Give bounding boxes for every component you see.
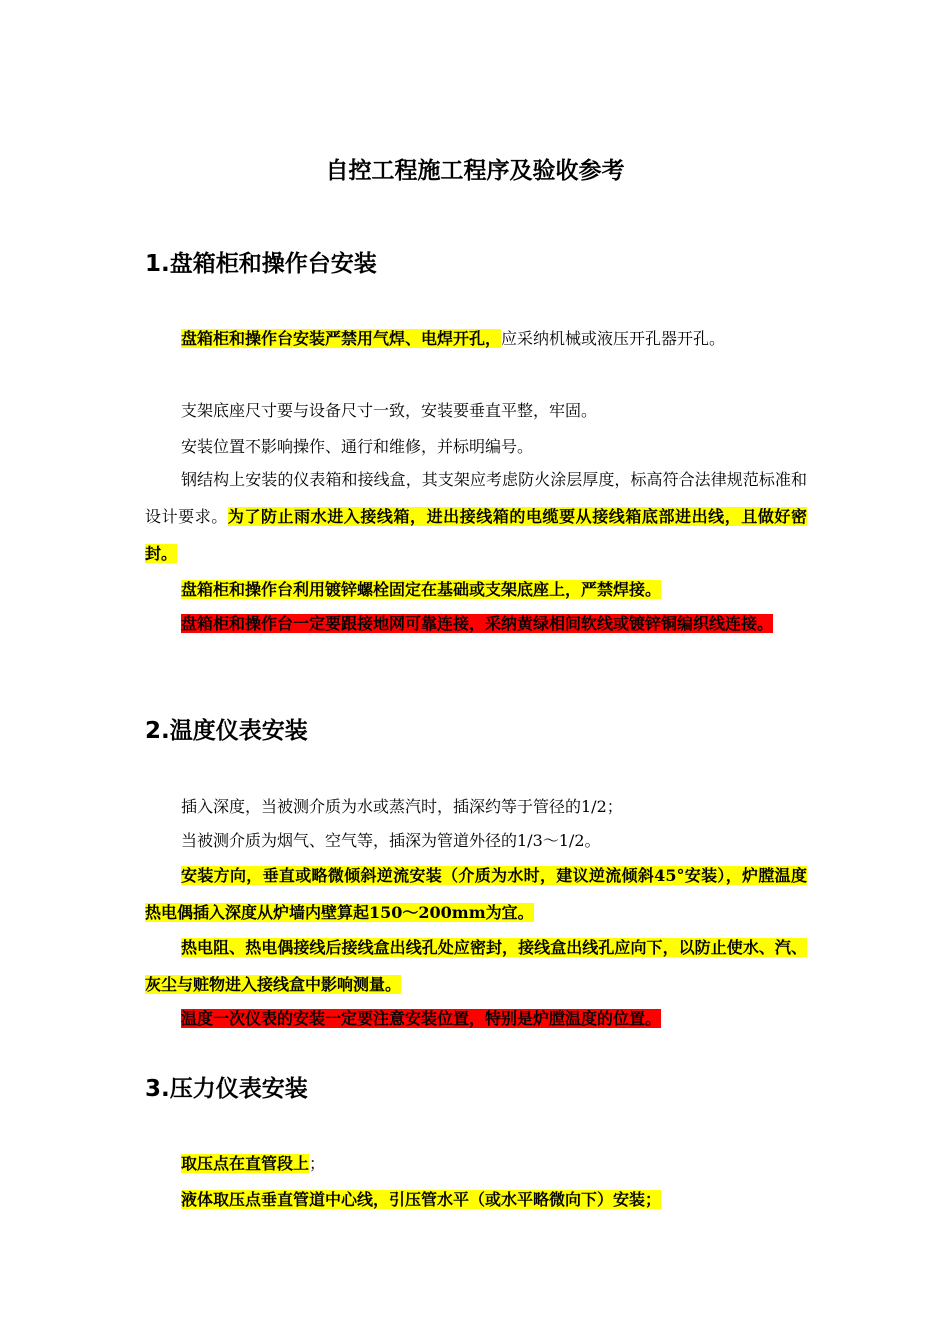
section-1-paragraph-6 [145, 605, 807, 642]
section-2-paragraph-3 [145, 857, 807, 931]
section-1-heading: 1.盘箱柜和操作台安装 [145, 251, 377, 277]
section-2-paragraph-2: 当被测介质为烟气、空气等，插深为管道外径的1/3～1/2。 [181, 831, 601, 850]
paragraph-text: 钢结构上安装的仪表箱和接线盒，其支架应考虑防火涂层厚度，标高符合法律规范标准和设计要求。 [145, 470, 807, 526]
paragraph-text: ； [309, 1154, 326, 1173]
highlighted-text: 盘箱柜和操作台利用镀锌螺栓固定在基础或支架底座上，严禁焊接。 [181, 580, 662, 599]
document-title: 自控工程施工程序及验收参考 [325, 158, 625, 184]
section-2-paragraph-1: 插入深度，当被测介质为水或蒸汽时，插深约等于管径的1/2； [181, 797, 623, 816]
highlighted-text: 安装方向，垂直或略微倾斜逆流安装（介质为水时，建议逆流倾斜45°安装），炉膛温度热电偶插入深度从炉墙内壁算起150～200mm为宜。 [145, 866, 807, 922]
section-1-paragraph-5 [145, 571, 807, 608]
red-highlighted-text: 盘箱柜和操作台一定要跟接地网可靠连接，采纳黄绿相间软线或镀锌铜编织线连接。 [181, 614, 774, 633]
highlighted-text: 取压点在直管段上 [181, 1154, 310, 1173]
section-3-paragraph-1 [145, 1145, 807, 1182]
highlighted-text: 液体取压点垂直管道中心线，引压管水平（或水平略微向下）安装； [181, 1190, 662, 1209]
section-2-paragraph-5 [145, 1000, 807, 1037]
highlighted-text: 为了防止雨水进入接线箱，进出接线箱的电缆要从接线箱底部进出线，且做好密封。 [145, 507, 807, 563]
highlighted-text: 盘箱柜和操作台安装严禁用气焊、电焊开孔， [181, 329, 502, 348]
section-1-paragraph-3: 安装位置不影响操作、通行和维修，并标明编号。 [181, 437, 534, 456]
section-2-paragraph-4 [145, 929, 807, 1003]
section-3-heading: 3.压力仪表安装 [145, 1076, 308, 1102]
section-3-paragraph-2 [145, 1181, 807, 1218]
paragraph-text: 应采纳机械或液压开孔器开孔。 [501, 329, 726, 348]
section-1-paragraph-4 [145, 461, 807, 572]
section-1-paragraph-1 [145, 320, 807, 357]
section-2-heading: 2.温度仪表安装 [145, 718, 308, 744]
section-1-paragraph-2: 支架底座尺寸要与设备尺寸一致，安装要垂直平整，牢固。 [181, 401, 598, 420]
highlighted-text: 热电阻、热电偶接线后接线盒出线孔处应密封，接线盒出线孔应向下，以防止使水、汽、灰尘与赃物进入接线盒中影响测量。 [145, 938, 807, 994]
red-highlighted-text: 温度一次仪表的安装一定要注意安装位置，特别是炉膛温度的位置。 [181, 1009, 662, 1028]
